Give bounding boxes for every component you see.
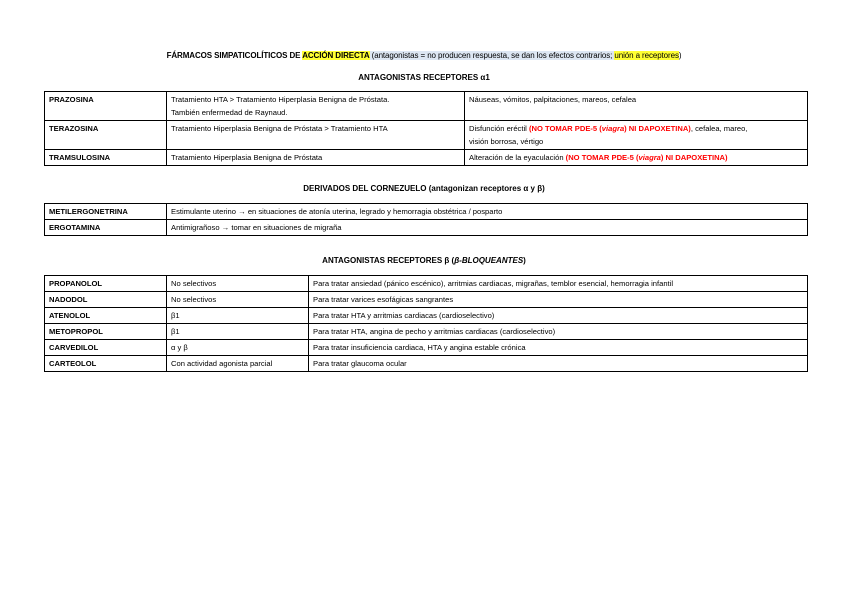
drug-use: Para tratar HTA, angina de pecho y arritmias cardiacas (cardioselectivo) bbox=[309, 324, 808, 340]
page-title bbox=[0, 50, 848, 62]
warning-part: (NO TOMAR PDE-5 ( bbox=[528, 124, 602, 133]
drug-selectivity: β1 bbox=[167, 308, 309, 324]
effects-text: , cefalea, mareo, bbox=[690, 124, 748, 133]
heading-part: ) bbox=[523, 256, 526, 265]
warning-part: ) NI DAPOXETINA) bbox=[624, 124, 691, 133]
drug-effects: Náuseas, vómitos, palpitaciones, mareos, cefalea bbox=[465, 92, 808, 121]
drug-name: NADODOL bbox=[45, 292, 167, 308]
effects-text: visión borrosa, vértigo bbox=[469, 137, 544, 146]
drug-use: Para tratar HTA y arritmias cardiacas (cardioselectivo) bbox=[309, 308, 808, 324]
drug-name: TERAZOSINA bbox=[45, 121, 167, 150]
drug-use: Tratamiento Hiperplasia Benigna de Próstata > Tratamiento HTA bbox=[167, 121, 465, 150]
table-row bbox=[45, 324, 808, 340]
table-row bbox=[45, 121, 808, 150]
drug-selectivity: No selectivos bbox=[167, 292, 309, 308]
drug-name: PRAZOSINA bbox=[45, 92, 167, 121]
effects-text: Alteración de la eyaculación bbox=[469, 153, 566, 162]
use-line: Tratamiento HTA > Tratamiento Hiperplasia Benigna de Próstata. bbox=[171, 95, 390, 104]
drug-name: METILERGONETRINA bbox=[45, 204, 167, 220]
warning-italic: viagra bbox=[601, 124, 625, 133]
alpha1-heading: ANTAGONISTAS RECEPTORES α1 bbox=[358, 73, 490, 82]
warning-part: ) NI DAPOXETINA) bbox=[660, 153, 728, 162]
ergot-heading: DERIVADOS DEL CORNEZUELO (antagonizan receptores α y β) bbox=[303, 184, 545, 193]
beta-heading bbox=[0, 255, 848, 266]
table-row bbox=[45, 292, 808, 308]
table-row bbox=[45, 204, 808, 220]
drug-selectivity: No selectivos bbox=[167, 276, 309, 292]
warning-text bbox=[529, 124, 691, 133]
title-prefix: FÁRMACOS SIMPATICOLÍTICOS DE bbox=[166, 51, 303, 60]
drug-selectivity: α y β bbox=[167, 340, 309, 356]
effects-text: Disfunción eréctil bbox=[469, 124, 529, 133]
table-row bbox=[45, 356, 808, 372]
table-row bbox=[45, 340, 808, 356]
table-row bbox=[45, 220, 808, 236]
use-line: También enfermedad de Raynaud. bbox=[171, 108, 288, 117]
drug-name: ERGOTAMINA bbox=[45, 220, 167, 236]
drug-effects bbox=[465, 150, 808, 166]
drug-use: Tratamiento Hiperplasia Benigna de Próstata bbox=[167, 150, 465, 166]
drug-name: CARTEOLOL bbox=[45, 356, 167, 372]
ergot-table bbox=[44, 203, 808, 236]
warning-part: (NO TOMAR PDE-5 ( bbox=[565, 153, 639, 162]
title-highlight-2: unión a receptores bbox=[614, 51, 679, 60]
alpha1-table bbox=[44, 91, 808, 166]
table-row bbox=[45, 92, 808, 121]
drug-name: CARVEDILOL bbox=[45, 340, 167, 356]
warning-italic: viagra bbox=[638, 153, 661, 162]
drug-name: ATENOLOL bbox=[45, 308, 167, 324]
table-row bbox=[45, 276, 808, 292]
drug-name: PROPANOLOL bbox=[45, 276, 167, 292]
drug-use: Para tratar insuficiencia cardiaca, HTA y angina estable crónica bbox=[309, 340, 808, 356]
drug-use: Para tratar glaucoma ocular bbox=[309, 356, 808, 372]
heading-part: ANTAGONISTAS RECEPTORES β ( bbox=[322, 256, 455, 265]
drug-effects bbox=[465, 121, 808, 150]
title-suffix: ) bbox=[678, 51, 682, 60]
table-row bbox=[45, 308, 808, 324]
heading-italic: β-BLOQUEANTES bbox=[454, 256, 524, 265]
drug-selectivity: Con actividad agonista parcial bbox=[167, 356, 309, 372]
beta-table bbox=[44, 275, 808, 372]
title-highlight: ACCIÓN DIRECTA bbox=[302, 51, 370, 60]
drug-use: Antimigrañoso → tomar en situaciones de migraña bbox=[167, 220, 808, 236]
drug-name: METOPROPOL bbox=[45, 324, 167, 340]
drug-selectivity: β1 bbox=[167, 324, 309, 340]
warning-text bbox=[566, 153, 728, 162]
title-middle: (antagonistas = no producen respuesta, se dan los efectos contrarios; bbox=[369, 51, 615, 60]
drug-use: Para tratar varices esofágicas sangrantes bbox=[309, 292, 808, 308]
drug-use: Estimulante uterino → en situaciones de atonía uterina, legrado y hemorragia obstétrica / posparto bbox=[167, 204, 808, 220]
drug-name: TRAMSULOSINA bbox=[45, 150, 167, 166]
table-row bbox=[45, 150, 808, 166]
drug-use: Para tratar ansiedad (pánico escénico), arritmias cardiacas, migrañas, temblor esencial, hemorragia infantil bbox=[309, 276, 808, 292]
drug-use bbox=[167, 92, 465, 121]
